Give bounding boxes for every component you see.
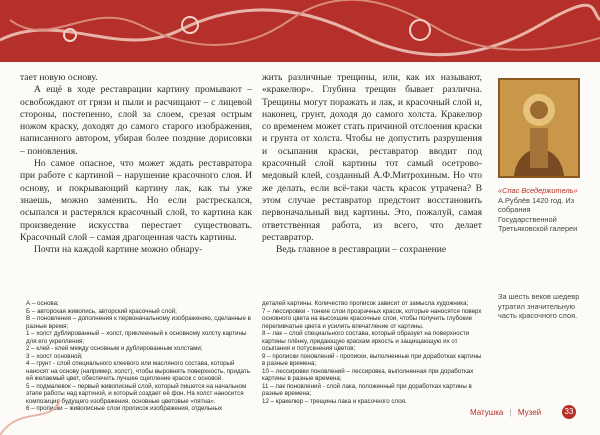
glossary-item: 1 – холст дублированный – холст, приклеенный к основному холсту картины для его укрепления; — [26, 330, 247, 345]
glossary-item: 12 – кракелюр – трещины лака и красочного слоя. — [262, 397, 407, 405]
corner-swirl-icon — [0, 395, 70, 435]
paragraph: А ещё в ходе реставрации картину промывают – освобождают от грязи и пыли и расчищают – с лицевой стороны, постепенно, слой за слоем, срезая острым ножом краску, доходят до самого старого изображения, написанного автором, убирая более поздние дорисовки – поновления. — [20, 84, 252, 157]
glossary-item: 8 – лак – слой специального состава, который образует на поверхности картины плёнку, придающую краскам яркость и защищающую их от осыпания и потускнения цветов; — [262, 330, 470, 352]
article-column-right — [262, 72, 482, 256]
glossary-item: 5 – подмалевок – первый живописный слой, который пишется на начальном этапе работы над картиной, и который создает её фон. На холст наносится композиция будущего изображения, основные цветовые «пятна». — [26, 382, 247, 405]
paragraph: Ведь главное в реставрации – сохранение — [276, 244, 447, 256]
glossary-item: 4 – грунт - слой специального клеевого или масляного состава, который наносят на основу (например, холст), чтобы выровнять поверхность, придать ей желаемый цвет, обеспечить лучшее сцепление красок с основой. — [26, 360, 250, 382]
glossary-item: 6 – прописки – живописные слои прописок изображения, отдельных — [26, 405, 223, 412]
side-note: За шесть веков шедевр утратил значительную часть красочного слоя. — [498, 292, 580, 321]
footer-divider: | — [509, 408, 512, 417]
glossary-right — [262, 300, 484, 405]
footer-section: Музей — [517, 408, 542, 417]
glossary-item: 7 – лессировки - тонкие слои прозрачных красок, которые наносятся поверх основного цвета на высохшие красочные слои, чтобы получить глубокие переливчатые цвета и усилить впечатление от картины. — [262, 307, 482, 330]
glossary-item: 3 – холст основной; — [26, 352, 83, 360]
paragraph: Но самое опасное, что может ждать реставратора при работе с картиной – нарушение красочного слоя. И основу, и покрывающий картину лак, как ты уже знаешь, можно заменить. Но если растрескался, осыпался и растерялся красочный слой, то картина как произведение искусства перестает существовать. Красочный слой – самая драгоценная часть картины. — [20, 158, 252, 243]
icon-image — [498, 78, 580, 178]
glossary-item: 2 – клей - клей между основным и дублированным холстами; — [26, 345, 203, 352]
footer — [470, 408, 541, 417]
caption-text: А.Рублёв 1420 год. Из собрания Государственной Третьяковской галереи — [498, 195, 578, 234]
glossary-item: 10 – лессировки поновлений – лессировка, выполненная при доработках картины в разные времена; — [262, 367, 474, 382]
page-number: 33 — [562, 405, 576, 419]
glossary-item: 9 – прописки поновлений - прописки, выполненные при доработках картины в разные времена; — [262, 352, 482, 367]
image-caption — [498, 186, 590, 234]
glossary-item: Б – авторская живопись, авторский красочный слой; — [26, 307, 177, 315]
ornament-swirl-icon — [0, 0, 600, 62]
glossary-item: деталей картины. Количество прописок зависит от замысла художника; — [262, 300, 469, 307]
paragraph: тает новую основу. — [20, 72, 98, 83]
glossary-item: 11 – лак поновлений - слой лака, положенный при доработках картины в разные времена; — [262, 382, 472, 397]
footer-magazine: Матушка — [470, 408, 504, 417]
paragraph: жить различные трещины, или, как их называют, «кракелюр». Глубина трещин бывает различна. Трещины могут поражать и лак, и красочный слой и, наконец, грунт, доходя до самого холста. Кракелюр со временем может стать причиной отслоения краски и грунта от холста. Чтобы не допустить разрушения и осыпания краски, реставратор вводит под красочный слой картины тот самый осетрово-медовый клей, созданный А.Ф.Митрохиным. Но что же делать, если всё-таки часть красок утрачена? В этом случае реставратор предстоит восстановить первоначальный вид картины. Это, пожалуй, самая ответственная работа, из всего, что делает реставратор. — [262, 72, 482, 243]
ornamental-banner — [0, 0, 600, 62]
icon-figure-icon — [500, 80, 578, 176]
paragraph: Почти на каждой картине можно обнару- — [34, 244, 203, 256]
glossary-item: В – поновления – дополнения к первоначальному изображению, сделанные в разные время; — [26, 315, 251, 330]
caption-title: «Спас Вседержитель» — [498, 186, 578, 195]
glossary-item: А – основа; — [26, 300, 59, 307]
article-column-left — [20, 72, 252, 256]
